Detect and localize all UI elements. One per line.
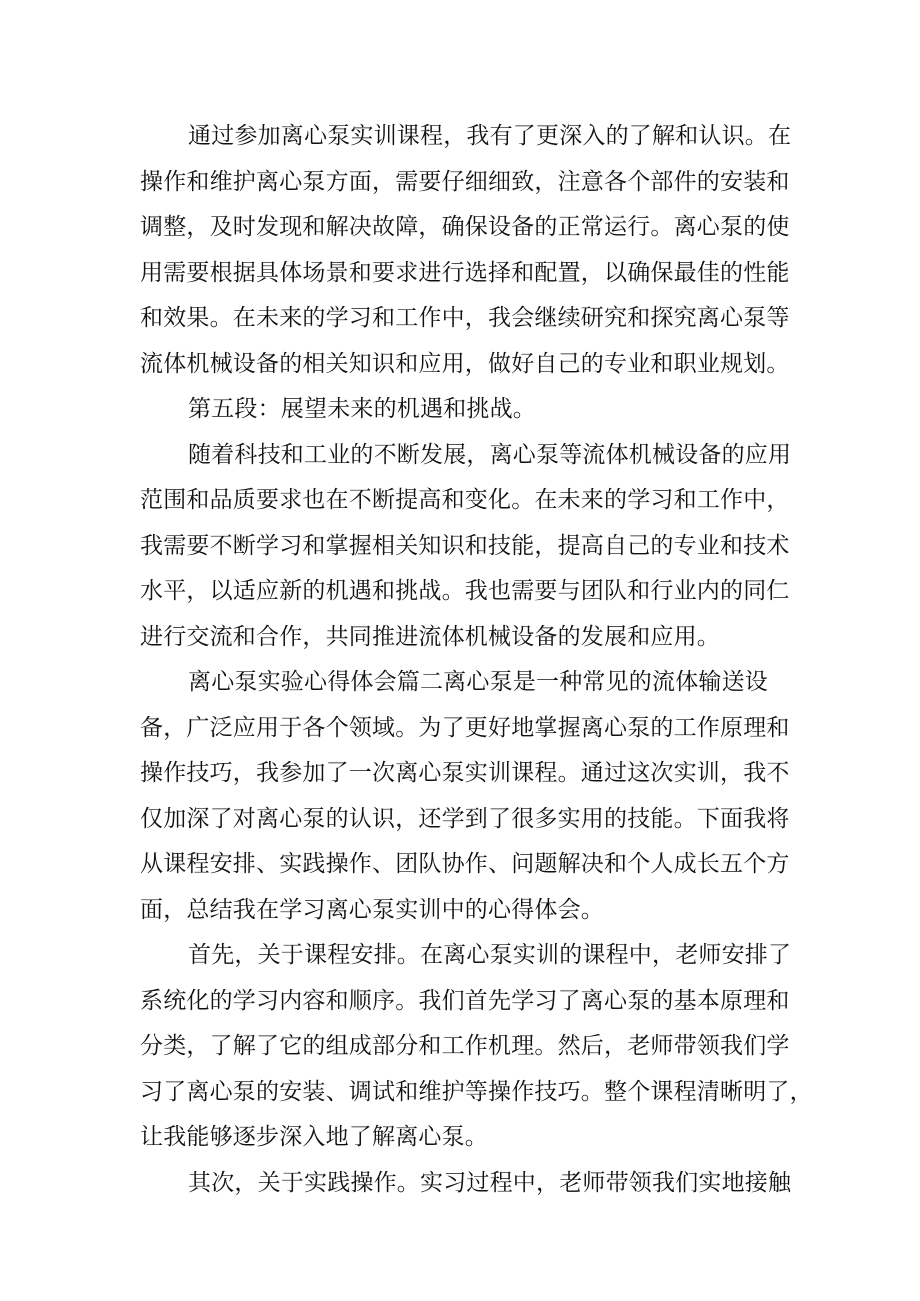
text-line: 系统化的学习内容和顺序。我们首先学习了离心泵的基本原理和 (140, 987, 790, 1014)
text-line: 和效果。在未来的学习和工作中，我会继续研究和探究离心泵等 (140, 305, 790, 331)
text-line: 随着科技和工业的不断发展，离心泵等流体机械设备的应用 (188, 441, 792, 468)
text-line: 我需要不断学习和掌握相关知识和技能，提高自己的专业和技术 (140, 532, 790, 559)
text-line: 让我能够逐步深入地了解离心泵。 (140, 1124, 488, 1150)
text-line: 调整，及时发现和解决故障，确保设备的正常运行。离心泵的使 (140, 214, 790, 240)
text-line: 其次，关于实践操作。实习过程中，老师带领我们实地接触 (188, 1169, 792, 1196)
text-line: 首先，关于课程安排。在离心泵实训的课程中，老师安排了 (188, 942, 792, 968)
text-line: 操作和维护离心泵方面，需要仔细细致，注意各个部件的安装和 (140, 168, 790, 195)
text-line: 离心泵实验心得体会篇二离心泵是一种常见的流体输送设 (188, 669, 768, 695)
text-line: 用需要根据具体场景和要求进行选择和配置，以确保最佳的性能 (140, 259, 790, 286)
document-page (140, 114, 813, 1206)
text-line: 进行交流和合作，共同推进流体机械设备的发展和应用。 (140, 623, 720, 650)
text-line: 范围和品质要求也在不断提高和变化。在未来的学习和工作中， (140, 487, 790, 513)
text-line: 流体机械设备的相关知识和应用，做好自己的专业和职业规划。 (140, 350, 790, 377)
text-line: 水平，以适应新的机遇和挑战。我也需要与团队和行业内的同仁 (140, 578, 790, 604)
text-line: 备，广泛应用于各个领域。为了更好地掌握离心泵的工作原理和 (140, 714, 790, 741)
text-line: 操作技巧，我参加了一次离心泵实训课程。通过这次实训，我不 (140, 760, 790, 786)
text-line: 习了离心泵的安装、调试和维护等操作技巧。整个课程清晰明了， (140, 1078, 813, 1105)
section-heading: 第五段：展望未来的机遇和挑战。 (188, 396, 536, 422)
text-line: 仅加深了对离心泵的认识，还学到了很多实用的技能。下面我将 (140, 805, 790, 832)
text-line: 通过参加离心泵实训课程，我有了更深入的了解和认识。在 (188, 123, 792, 149)
text-line: 面，总结我在学习离心泵实训中的心得体会。 (140, 896, 604, 923)
text-line: 分类，了解了它的组成部分和工作机理。然后，老师带领我们学 (140, 1033, 790, 1059)
text-line: 从课程安排、实践操作、团队协作、问题解决和个人成长五个方 (140, 851, 790, 877)
